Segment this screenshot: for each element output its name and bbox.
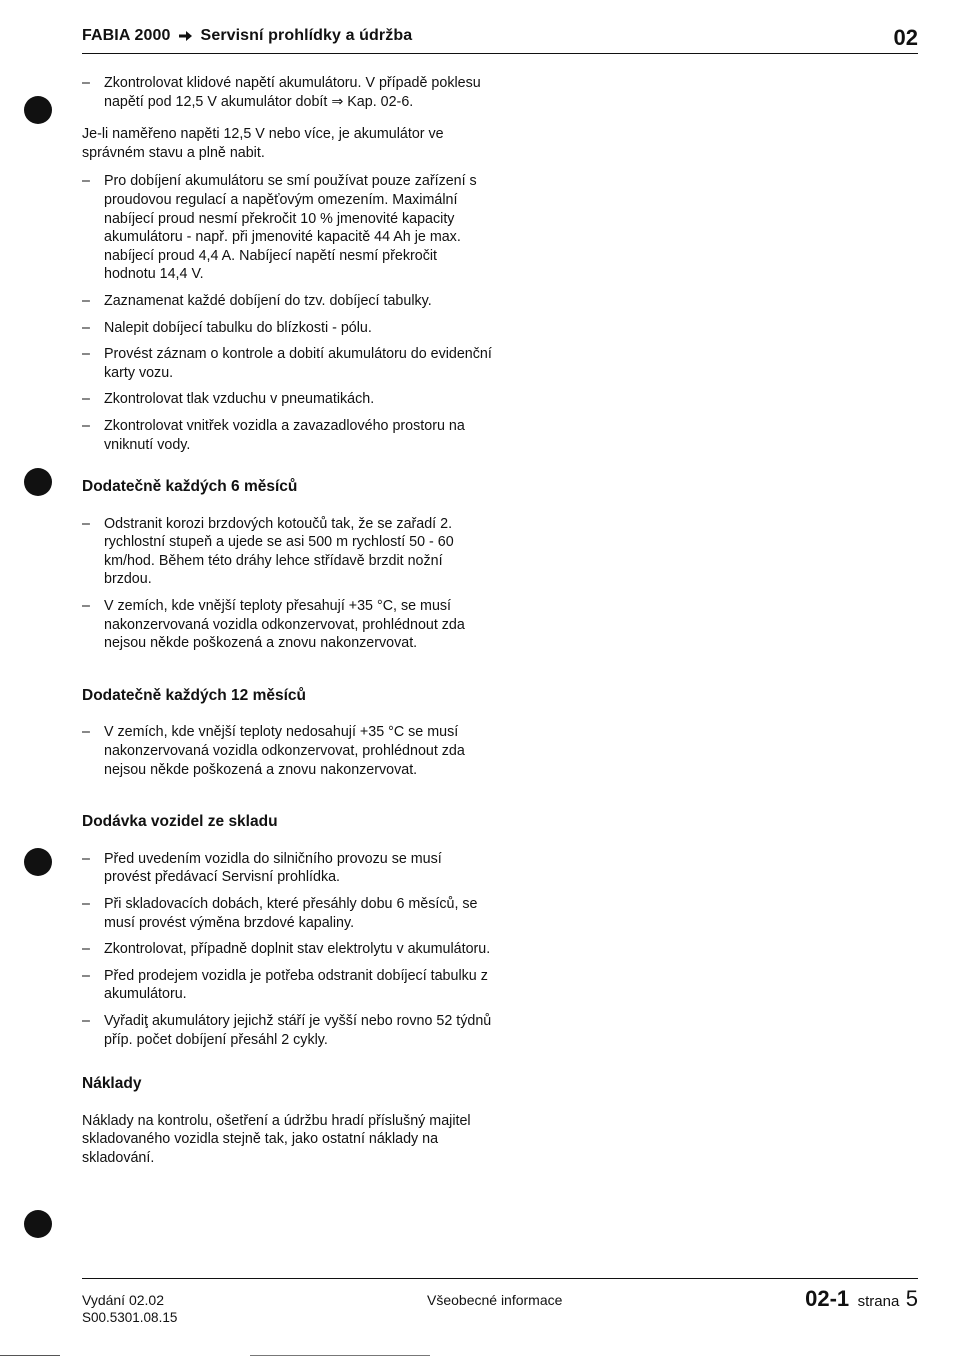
- list-item: [82, 723, 492, 779]
- header-title: [82, 27, 412, 45]
- section-heading: Dodatečně každých 6 měsíců: [82, 478, 298, 496]
- section-heading: Dodatečně každých 12 měsíců: [82, 686, 306, 704]
- page-header: [82, 25, 918, 55]
- list-item-text: Zaznamenat každé dobíjení do tzv. dobíjecí tabulky.: [104, 292, 432, 309]
- list-item: [82, 940, 492, 959]
- punch-hole: [24, 468, 52, 496]
- page-footer: [82, 1278, 918, 1338]
- list-item: [82, 515, 492, 589]
- dash-bullet: –: [82, 515, 90, 532]
- list-item: [82, 967, 492, 1004]
- document-code: S00.5301.08.15: [82, 1310, 178, 1325]
- list-item-text: Zkontrolovat vnitřek vozidla a zavazadlového prostoru na vniknutí vody.: [104, 417, 465, 453]
- list-item-text: Vyřadiţ akumulátory jejichž stáří je vyšší nebo rovno 52 týdnů příp. počet dobíjení přesáhl 2 cykly.: [104, 1012, 492, 1048]
- list-item-text: Odstranit korozi brzdových kotoučů tak, že se zařadí 2. rychlostní stupeň a ujede se asi 500 m rychlostí 50 - 60 km/hod. Během této dráhy lehce střídavě brzdit nožní brzdou.: [104, 515, 454, 588]
- dash-bullet: –: [82, 967, 90, 984]
- dash-bullet: –: [82, 941, 90, 958]
- footer-topic: Všeobecné informace: [427, 1292, 563, 1308]
- list-item-text: V zemích, kde vnější teploty přesahují +35 °C, se musí nakonzervovaná vozidla odkonzervovat, prohlédnout zda nejsou někde poškozená a znovu nakonzervovat.: [104, 598, 465, 652]
- dash-bullet: –: [82, 75, 90, 91]
- list-item: [82, 292, 492, 311]
- page-number: 5: [905, 1286, 918, 1311]
- dash-bullet: –: [82, 850, 90, 867]
- list-item: [82, 850, 492, 887]
- arrow-right-icon: [179, 31, 192, 41]
- list-item: [82, 390, 492, 409]
- dash-bullet: –: [82, 391, 90, 408]
- dash-bullet: –: [82, 417, 90, 434]
- list-item: [82, 1012, 492, 1049]
- scan-mark: [250, 1355, 430, 1356]
- list-item-text: Při skladovacích dobách, které přesáhly dobu 6 měsíců, se musí provést výměna brzdové kapaliny.: [104, 896, 478, 931]
- list-item: [82, 417, 492, 454]
- paragraph: Je-li naměřeno napěti 12,5 V nebo více, je akumulátor ve správném stavu a plně nabit.: [82, 126, 444, 161]
- scan-mark: [0, 1355, 60, 1356]
- dash-bullet: –: [82, 1012, 90, 1029]
- list-item: [82, 172, 492, 284]
- dash-bullet: –: [82, 346, 90, 363]
- list-item-text: Před uvedením vozidla do silničního provozu se musí provést předávací Servisní prohlídka.: [104, 850, 442, 886]
- list-item-text: V zemích, kde vnější teploty nedosahují +35 °C se musí nakonzervovaná vozidla odkonzervovat, prohlédnout zda nejsou někde poškozená a znovu nakonzervovat.: [104, 724, 465, 778]
- list-item-text: Před prodejem vozidla je potřeba odstranit dobíjecí tabulku z akumulátoru.: [104, 967, 488, 1003]
- list-item-text: Zkontrolovat tlak vzduchu v pneumatikách.: [104, 391, 375, 408]
- dash-bullet: –: [82, 598, 90, 615]
- footer-rule: [82, 1278, 918, 1279]
- page-ref: 02-1: [805, 1286, 850, 1311]
- dash-bullet: –: [82, 173, 90, 190]
- doc-title: FABIA 2000: [82, 27, 171, 44]
- punch-hole: [24, 848, 52, 876]
- punch-hole: [24, 1210, 52, 1238]
- dash-bullet: –: [82, 292, 90, 309]
- chapter-number: 02: [893, 25, 918, 50]
- dash-bullet: –: [82, 724, 90, 741]
- edition-label: Vydání 02.02: [82, 1292, 164, 1308]
- list-item-text: Provést záznam o kontrole a dobití akumulátoru do evidenční karty vozu.: [104, 346, 492, 381]
- list-item: [82, 597, 492, 653]
- main-content: [82, 74, 492, 1178]
- paragraph: Náklady na kontrolu, ošetření a údržbu hradí příslušný majitel skladovaného vozidla stejně tak, jako ostatní náklady na skladování.: [82, 1112, 471, 1166]
- section-title: Servisní prohlídky a údržba: [200, 27, 413, 44]
- list-item-text: Zkontrolovat klidové napětí akumulátoru. V případě poklesu napětí pod 12,5 V akumulátor dobít ⇒ Kap. 02-6.: [104, 75, 481, 110]
- list-item: [82, 895, 492, 932]
- header-rule: [82, 53, 918, 54]
- punch-hole: [24, 96, 52, 124]
- dash-bullet: –: [82, 319, 90, 336]
- list-item-text: Nalepit dobíjecí tabulku do blízkosti - pólu.: [104, 319, 372, 336]
- list-item: [82, 345, 492, 382]
- list-item-text: Pro dobíjení akumulátoru se smí používat pouze zařízení s proudovou regulací a napěťovým omezením. Maximální nabíjecí proud nesmí překročit 10 % jmenovité kapacity akumulátoru - např. při jmenovité kapacitě 44 Ah je max. nabíjecí proud 4,4 A. Nabíjecí napětí nesmí překročit hodnotu 14,4 V.: [104, 173, 477, 283]
- section-heading: Náklady: [82, 1075, 142, 1093]
- list-item: [82, 74, 492, 111]
- page-word: strana: [857, 1293, 900, 1310]
- dash-bullet: –: [82, 896, 90, 912]
- list-item-text: Zkontrolovat, případně doplnit stav elektrolytu v akumulátoru.: [104, 941, 491, 958]
- list-item: [82, 319, 492, 338]
- page-identifier: [805, 1286, 918, 1312]
- section-heading: Dodávka vozidel ze skladu: [82, 813, 278, 831]
